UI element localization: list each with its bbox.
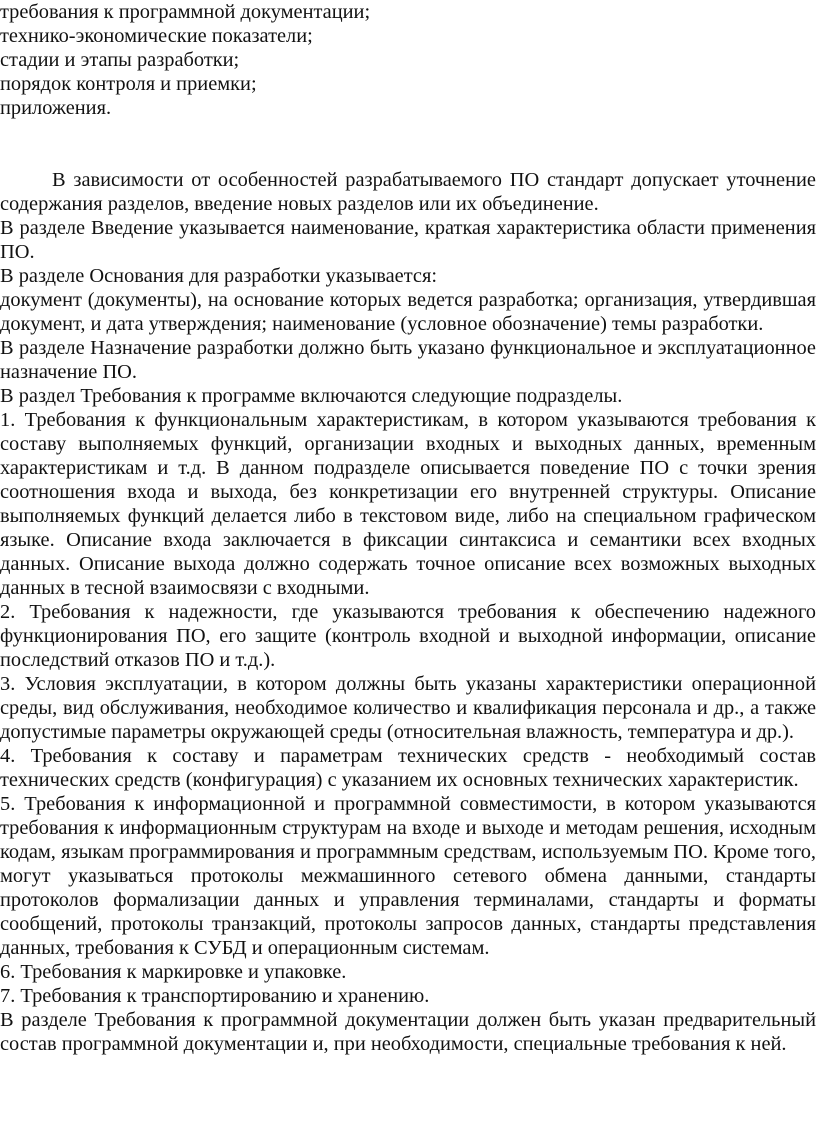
blank-line: [0, 144, 816, 168]
list-item: приложения.: [0, 97, 112, 119]
list-item: порядок контроля и приемки;: [0, 73, 257, 95]
requirement-reliability: 2. Требования к надежности, где указываются требования к обеспечению надежного функционирования ПО, его защите (контроль входной и выходной информации, описание последствий отказов ПО и т.д.).: [0, 601, 816, 671]
paragraph-purpose: В разделе Назначение разработки должно быть указано функциональное и эксплуатационное назначение ПО.: [0, 337, 816, 383]
requirement-marking: 6. Требования к маркировке и упаковке.: [0, 961, 347, 983]
blank-line: [0, 120, 816, 144]
list-item: технико-экономические показатели;: [0, 25, 313, 47]
paragraph-grounds-content: документ (документы), на основание которых ведется разработка; организация, утвердившая документ, и дата утверждения; наименование (условное обозначение) темы разработки.: [0, 289, 816, 335]
requirement-functional: 1. Требования к функциональным характеристикам, в котором указываются требования к составу выполняемых функций, организации входных и выходных данных, временным характеристикам и т.д. В данном подразделе описывается поведение ПО с точки зрения соотношения входа и выхода, без конкретизации его внутренней структуры. Описание выполняемых функций делается либо в текстовом виде, либо на специальном графическом языке. Описание входа заключается в фиксации синтаксиса и семантики всех входных данных. Описание выхода должно содержать точное описание всех возможных выходных данных в тесной взаимосвязи с входными.: [0, 409, 816, 599]
list-item: стадии и этапы разработки;: [0, 49, 240, 71]
paragraph-program-requirements: В раздел Требования к программе включаются следующие подразделы.: [0, 385, 623, 407]
requirement-compatibility: 5. Требования к информационной и программной совместимости, в котором указываются требования к информационным структурам на входе и выходе и методам решения, исходным кодам, языкам программирования и программным средствам, используемым ПО. Кроме того, могут указываться протоколы межмашинного сетевого обмена данными, стандарты протоколов формализации данных и управления терминалами, стандарты и форматы сообщений, протоколы транзакций, протоколы запросов данных, стандарты представления данных, требования к СУБД и операционным системам.: [0, 793, 816, 959]
requirement-transport: 7. Требования к транспортированию и хранению.: [0, 985, 430, 1007]
paragraph-documentation: В разделе Требования к программной документации должен быть указан предварительный состав программной документации и, при необходимости, специальные требования к ней.: [0, 1009, 816, 1055]
requirement-operation: 3. Условия эксплуатации, в котором должны быть указаны характеристики операционной среды, вид обслуживания, необходимое количество и квалификация персонала и др., а также допустимые параметры окружающей среды (относительная влажность, температура и др.).: [0, 673, 816, 743]
list-item: требования к программной документации;: [0, 1, 371, 23]
paragraph-variations: В зависимости от особенностей разрабатываемого ПО стандарт допускает уточнение содержания разделов, введение новых разделов или их объединение.: [0, 169, 816, 215]
requirement-hardware: 4. Требования к составу и параметрам технических средств - необходимый состав технических средств (конфигурация) с указанием их основных технических характеристик.: [0, 745, 816, 791]
paragraph-introduction: В разделе Введение указывается наименование, краткая характеристика области применения ПО.: [0, 217, 816, 263]
paragraph-grounds-heading: В разделе Основания для разработки указывается:: [0, 265, 437, 287]
